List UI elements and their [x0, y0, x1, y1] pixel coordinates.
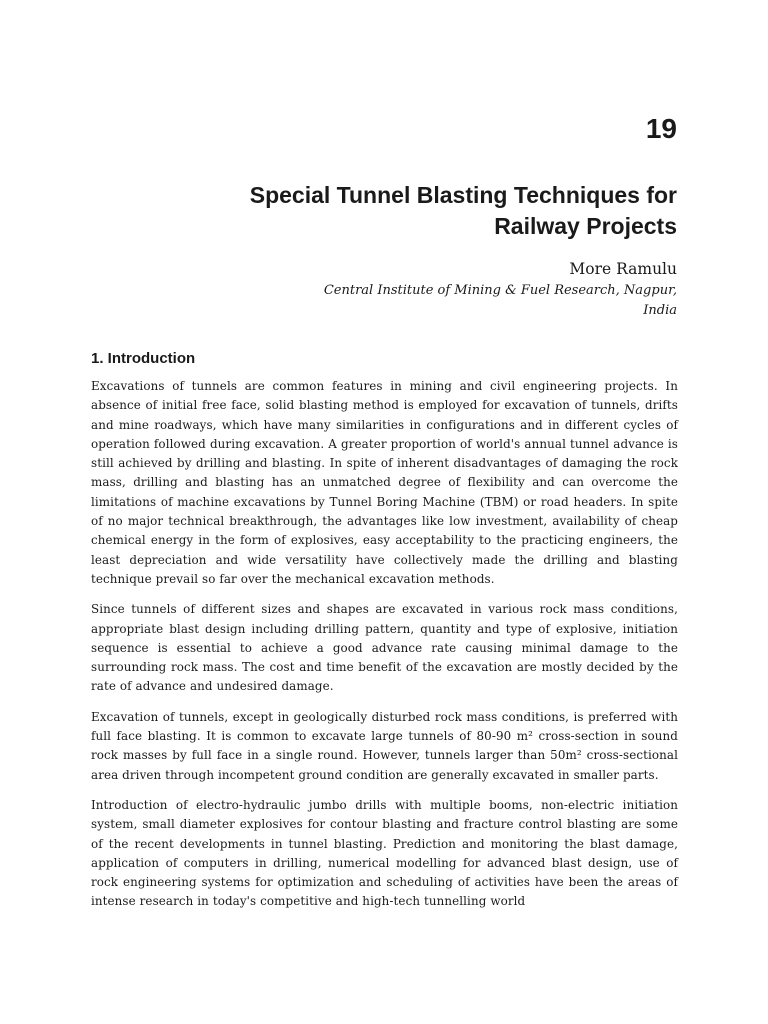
- section-heading: 1. Introduction: [91, 350, 196, 367]
- paragraph-1: Excavations of tunnels are common features in mining and civil engineering projects. In absence of initial free face, solid blasting method is employed for excavation of tunnels, drifts and mine roadways, which have many similarities in configurations and in different cycles of operation followed during excavation. A greater proportion of world's annual tunnel advance is still achieved by drilling and blasting. In spite of inherent disadvantages of damaging the rock mass, drilling and blasting has an unmatched degree of flexibility and can overcome the limitations of machine excavations by Tunnel Boring Machine (TBM) or road headers. In spite of no major technical breakthrough, the advantages like low investment, availability of cheap chemical energy in the form of explosives, easy acceptability to the practicing engineers, the least depreciation and wide versatility have collectively made the drilling and blasting technique prevail so far over the mechanical excavation methods.: [91, 379, 678, 586]
- author-name: More Ramulu: [569, 260, 677, 278]
- paragraph-2: Since tunnels of different sizes and shapes are excavated in various rock mass conditions, appropriate blast design including drilling pattern, quantity and type of explosive, initiation sequence is essential to achieve a good advance rate causing minimal damage to the surrounding rock mass. The cost and time benefit of the excavation are mostly decided by the rate of advance and undesired damage.: [91, 602, 678, 694]
- chapter-number: 19: [645, 113, 677, 144]
- section-body: [91, 377, 678, 923]
- paragraph-4: Introduction of electro-hydraulic jumbo drills with multiple booms, non-electric initiation system, small diameter explosives for contour blasting and fracture control blasting are some of the recent developments in tunnel blasting. Prediction and monitoring the blast damage, application of computers in drilling, numerical modelling for advanced blast design, use of rock engineering systems for optimization and scheduling of activities have been the areas of intense research in today's competitive and high-tech tunnelling world: [91, 797, 678, 909]
- author-affiliation: Central Institute of Mining & Fuel Research, Nagpur, India: [323, 283, 677, 318]
- chapter-title: Special Tunnel Blasting Techniques for Railway Projects: [249, 182, 677, 239]
- paragraph-3: Excavation of tunnels, except in geologically disturbed rock mass conditions, is preferred with full face blasting. It is common to excavate large tunnels of 80-90 m² cross-section in sound rock masses by full face in a single round. However, tunnels larger than 50m² cross-sectional area driven through incompetent ground condition are generally excavated in smaller parts.: [91, 709, 678, 782]
